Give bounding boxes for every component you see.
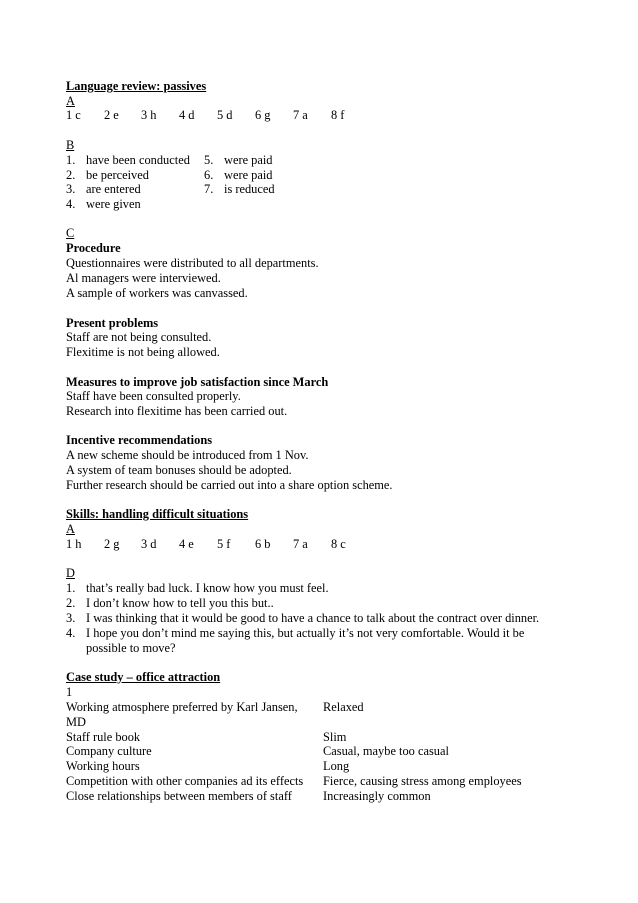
- list-item: is reduced: [224, 182, 275, 196]
- list-number: 4.: [66, 197, 76, 211]
- table-cell-left: Staff rule book: [66, 730, 141, 744]
- list-item-continuation: possible to move?: [86, 641, 176, 655]
- problems-line: Staff are not being consulted.: [66, 330, 212, 344]
- table-cell-right: Increasingly common: [323, 789, 431, 803]
- present-problems-title: Present problems: [66, 316, 159, 330]
- answer-item: 1 c: [66, 108, 81, 122]
- table-cell-left: Competition with other companies ad its effects: [66, 774, 304, 788]
- incentive-line: A system of team bonuses should be adopted.: [66, 463, 292, 477]
- answer-item: 2 e: [104, 108, 119, 122]
- section-a-label: A: [66, 94, 75, 108]
- procedure-line: Questionnaires were distributed to all departments.: [66, 256, 319, 270]
- table-cell-right: Long: [323, 759, 350, 773]
- answer-item: 5 d: [217, 108, 233, 122]
- list-number: 7.: [204, 182, 214, 196]
- answer-item: 3 h: [141, 108, 157, 122]
- list-number: 4.: [66, 626, 76, 640]
- list-item: that’s really bad luck. I know how you must feel.: [86, 581, 329, 595]
- incentive-line: Further research should be carried out into a share option scheme.: [66, 478, 393, 492]
- list-item: I was thinking that it would be good to have a chance to talk about the contract over dinner.: [86, 611, 540, 625]
- case-study-section-label: 1: [66, 685, 73, 699]
- answer-item: 6 b: [255, 537, 271, 551]
- list-number: 2.: [66, 168, 76, 182]
- answer-item: 5 f: [217, 537, 231, 551]
- problems-line: Flexitime is not being allowed.: [66, 345, 220, 359]
- list-item: be perceived: [86, 168, 149, 182]
- case-study-heading: Case study – office attraction: [66, 670, 221, 684]
- answer-item: 7 a: [293, 537, 308, 551]
- answer-item: 1 h: [66, 537, 82, 551]
- procedure-line: Al managers were interviewed.: [66, 271, 221, 285]
- list-item: I don’t know how to tell you this but..: [86, 596, 274, 610]
- list-number: 3.: [66, 611, 76, 625]
- answer-item: 8 c: [331, 537, 346, 551]
- measures-line: Research into flexitime has been carried out.: [66, 404, 288, 418]
- measures-line: Staff have been consulted properly.: [66, 389, 241, 403]
- answer-item: 3 d: [141, 537, 157, 551]
- list-number: 6.: [204, 168, 214, 182]
- list-item: were given: [86, 197, 141, 211]
- list-item: have been conducted: [86, 153, 190, 167]
- table-cell-right: Slim: [323, 730, 347, 744]
- table-cell-right: Relaxed: [323, 700, 364, 714]
- list-number: 1.: [66, 153, 76, 167]
- table-cell-left: Company culture: [66, 744, 152, 758]
- incentive-line: A new scheme should be introduced from 1 Nov.: [66, 448, 309, 462]
- answer-item: 2 g: [104, 537, 120, 551]
- language-review-heading: Language review: passives: [66, 79, 207, 93]
- list-number: 3.: [66, 182, 76, 196]
- list-number: 5.: [204, 153, 214, 167]
- list-item: I hope you don’t mind me saying this, but actually it’s not very comfortable. Would it be: [86, 626, 525, 640]
- skills-section-d-label: D: [66, 566, 75, 580]
- table-cell-left: Working hours: [66, 759, 140, 773]
- procedure-line: A sample of workers was canvassed.: [66, 286, 248, 300]
- table-cell-left: Working atmosphere preferred by Karl Jansen,: [66, 700, 298, 714]
- section-b-label: B: [66, 138, 75, 152]
- table-cell-left: Close relationships between members of staff: [66, 789, 292, 803]
- incentive-title: Incentive recommendations: [66, 433, 213, 447]
- table-cell-left-continuation: MD: [66, 715, 86, 729]
- procedure-title: Procedure: [66, 241, 121, 255]
- table-cell-right: Casual, maybe too casual: [323, 744, 449, 758]
- section-c-label: C: [66, 226, 75, 240]
- answer-item: 8 f: [331, 108, 345, 122]
- list-item: are entered: [86, 182, 141, 196]
- list-number: 2.: [66, 596, 76, 610]
- measures-title: Measures to improve job satisfaction since March: [66, 375, 329, 389]
- list-item: were paid: [224, 153, 273, 167]
- answer-item: 4 e: [179, 537, 194, 551]
- answer-item: 7 a: [293, 108, 308, 122]
- answer-item: 4 d: [179, 108, 195, 122]
- table-cell-right: Fierce, causing stress among employees: [323, 774, 522, 788]
- skills-heading: Skills: handling difficult situations: [66, 507, 249, 521]
- list-item: were paid: [224, 168, 273, 182]
- skills-section-a-label: A: [66, 522, 75, 536]
- list-number: 1.: [66, 581, 76, 595]
- answer-item: 6 g: [255, 108, 271, 122]
